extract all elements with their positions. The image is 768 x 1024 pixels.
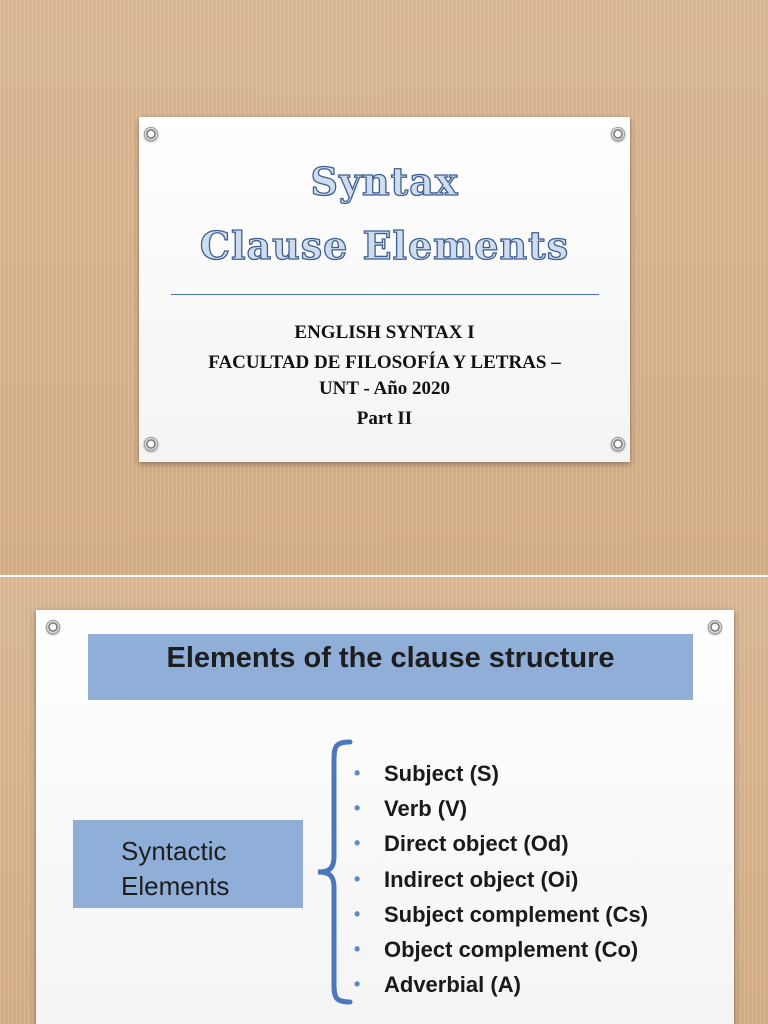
slide-2: [0, 577, 768, 1024]
slide-heading: Elements of the clause structure: [166, 642, 615, 674]
label-line-2: Elements: [121, 871, 230, 901]
element-label: Subject complement (Cs): [384, 901, 649, 927]
list-item: [348, 932, 648, 967]
element-label: Verb (V): [384, 796, 468, 822]
list-item: [348, 756, 648, 791]
pushpin-icon: [708, 620, 722, 634]
element-label: Direct object (Od): [384, 831, 569, 857]
content-card: [36, 610, 734, 1024]
list-item: [348, 862, 648, 897]
list-item: [348, 826, 648, 861]
list-item: [348, 967, 648, 1002]
slide-title-line-1: Syntax: [310, 159, 459, 204]
university-year: UNT - Año 2020: [318, 378, 451, 399]
bullet-icon: •: [354, 833, 361, 854]
pushpin-icon: [144, 127, 158, 141]
syntactic-elements-box: [73, 820, 303, 908]
course-name: ENGLISH SYNTAX I: [294, 322, 475, 343]
clause-elements-list: [348, 756, 648, 1002]
slide-title-line-2: Clause Elements: [199, 223, 570, 268]
bullet-icon: •: [354, 903, 361, 924]
list-item: [348, 791, 648, 826]
pushpin-icon: [611, 127, 625, 141]
part-label: Part II: [356, 408, 413, 429]
pushpin-icon: [611, 437, 625, 451]
syntactic-elements-label: [121, 834, 301, 904]
title-divider: [171, 294, 599, 295]
element-label: Adverbial (A): [384, 972, 521, 998]
bullet-icon: •: [354, 763, 361, 783]
bullet-icon: •: [354, 974, 361, 995]
element-label: Object complement (Co): [384, 936, 639, 962]
faculty-name: FACULTAD DE FILOSOFÍA Y LETRAS –: [208, 352, 561, 373]
list-item: [348, 897, 648, 932]
bullet-icon: •: [354, 798, 361, 819]
heading-box: [88, 634, 693, 700]
element-label: Subject (S): [384, 761, 499, 786]
label-line-1: Syntactic: [121, 836, 227, 866]
element-label: Indirect object (Oi): [384, 866, 579, 892]
title-card: [139, 117, 630, 462]
pushpin-icon: [144, 437, 158, 451]
bullet-icon: •: [354, 868, 361, 889]
pushpin-icon: [46, 620, 60, 634]
bullet-icon: •: [354, 938, 361, 959]
